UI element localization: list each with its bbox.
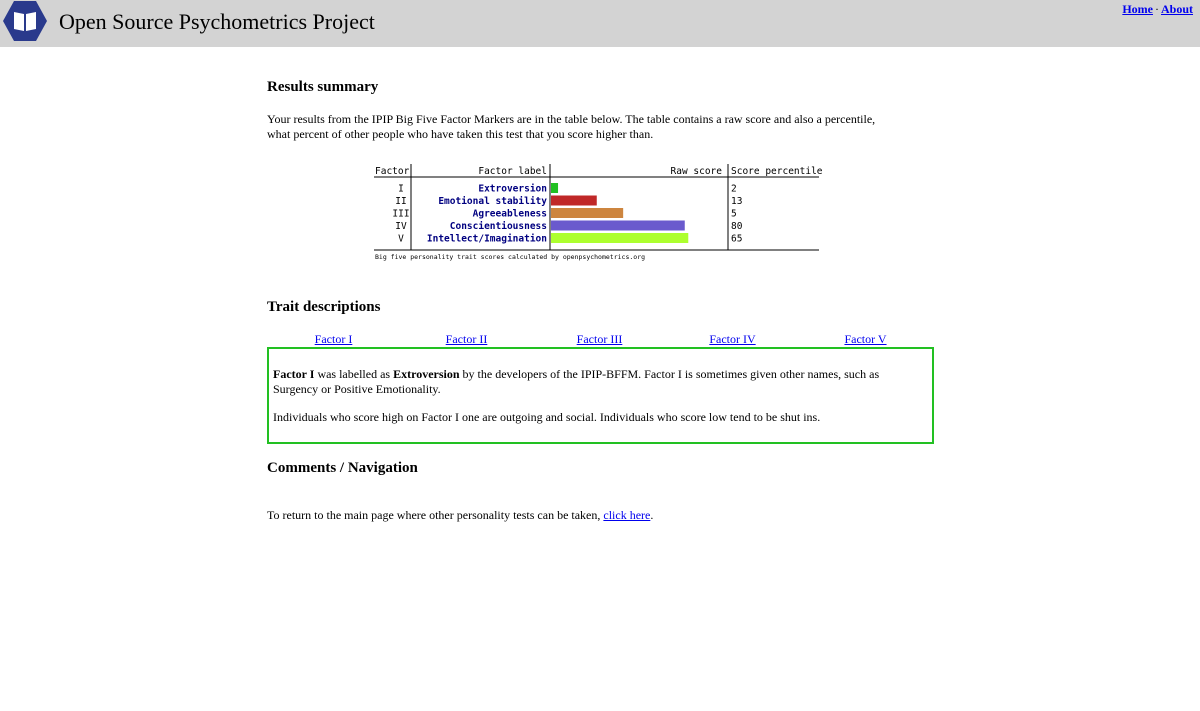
chart-factor-label: Conscientiousness bbox=[449, 221, 547, 232]
tab-factor-4[interactable]: Factor IV bbox=[709, 332, 756, 346]
return-text-body: To return to the main page where other personality tests can be taken, bbox=[267, 508, 604, 522]
book-hexagon-icon[interactable] bbox=[2, 0, 48, 42]
top-nav bbox=[1122, 2, 1193, 17]
score-chart-svg bbox=[374, 162, 824, 264]
chart-factor-numeral: IV bbox=[395, 221, 407, 232]
results-intro-line2: what percent of other people who have taken this test that you score higher than. bbox=[267, 127, 654, 141]
click-here-link[interactable]: click here bbox=[603, 508, 651, 522]
about-link[interactable]: About bbox=[1160, 2, 1193, 16]
factor-label: Extroversion bbox=[393, 367, 460, 381]
chart-factor-numeral: I bbox=[398, 183, 404, 195]
tab-factor-5[interactable]: Factor V bbox=[844, 332, 887, 346]
chart-factor-numeral: V bbox=[398, 233, 404, 245]
comments-heading: Comments / Navigation bbox=[267, 460, 418, 476]
factor-name: Factor I bbox=[273, 367, 315, 381]
big-five-score-chart bbox=[374, 162, 824, 264]
chart-caption: Big five personality trait scores calculated by openpsychometrics.org bbox=[375, 253, 646, 261]
chart-header-label: Factor label bbox=[478, 166, 547, 177]
trait-tab-panel bbox=[267, 347, 934, 444]
p1-text1: was labelled as bbox=[314, 367, 394, 381]
chart-header-percentile: Score percentile bbox=[731, 166, 823, 177]
home-link[interactable]: Home bbox=[1122, 2, 1153, 16]
chart-bar bbox=[551, 208, 623, 218]
return-text bbox=[267, 508, 927, 523]
chart-bar bbox=[551, 221, 685, 231]
p1-line2: Surgency or Positive Emotionality. bbox=[273, 382, 441, 396]
traits-heading: Trait descriptions bbox=[267, 299, 381, 315]
chart-bar bbox=[551, 233, 688, 243]
tab-factor-1[interactable]: Factor I bbox=[314, 332, 353, 346]
results-intro bbox=[267, 112, 927, 142]
chart-percentile-value: 5 bbox=[731, 208, 737, 220]
chart-percentile-value: 80 bbox=[731, 221, 743, 232]
chart-factor-numeral: II bbox=[395, 196, 407, 207]
chart-factor-label: Intellect/Imagination bbox=[426, 233, 547, 245]
trait-description-p1 bbox=[273, 367, 925, 397]
trait-tabs bbox=[267, 330, 934, 348]
chart-factor-label: Extroversion bbox=[478, 183, 547, 195]
p1-text2: by the developers of the IPIP-BFFM. Factor I is sometimes given other names, such as bbox=[459, 367, 880, 381]
site-title: Open Source Psychometrics Project bbox=[59, 9, 375, 34]
chart-factor-label: Agreeableness bbox=[472, 208, 547, 220]
chart-factor-label: Emotional stability bbox=[438, 196, 547, 207]
results-intro-line1: Your results from the IPIP Big Five Factor Markers are in the table below. The table contains a raw score and also a percentile, bbox=[267, 112, 876, 126]
tab-factor-3[interactable]: Factor III bbox=[576, 332, 623, 346]
chart-header-raw: Raw score bbox=[670, 166, 722, 177]
chart-factor-numeral: III bbox=[392, 208, 410, 220]
results-heading: Results summary bbox=[267, 79, 379, 95]
chart-bar bbox=[551, 183, 558, 193]
return-text-period: . bbox=[650, 508, 654, 522]
trait-description-p2: Individuals who score high on Factor I one are outgoing and social. Individuals who score low tend to be shut ins. bbox=[273, 410, 821, 424]
tab-factor-2[interactable]: Factor II bbox=[445, 332, 488, 346]
chart-percentile-value: 65 bbox=[731, 233, 743, 245]
chart-bar bbox=[551, 196, 597, 206]
nav-separator: · bbox=[1154, 2, 1159, 16]
chart-percentile-value: 13 bbox=[731, 196, 743, 207]
chart-percentile-value: 2 bbox=[731, 183, 737, 195]
site-header bbox=[0, 0, 1200, 47]
chart-header-factor: Factor bbox=[375, 166, 410, 177]
